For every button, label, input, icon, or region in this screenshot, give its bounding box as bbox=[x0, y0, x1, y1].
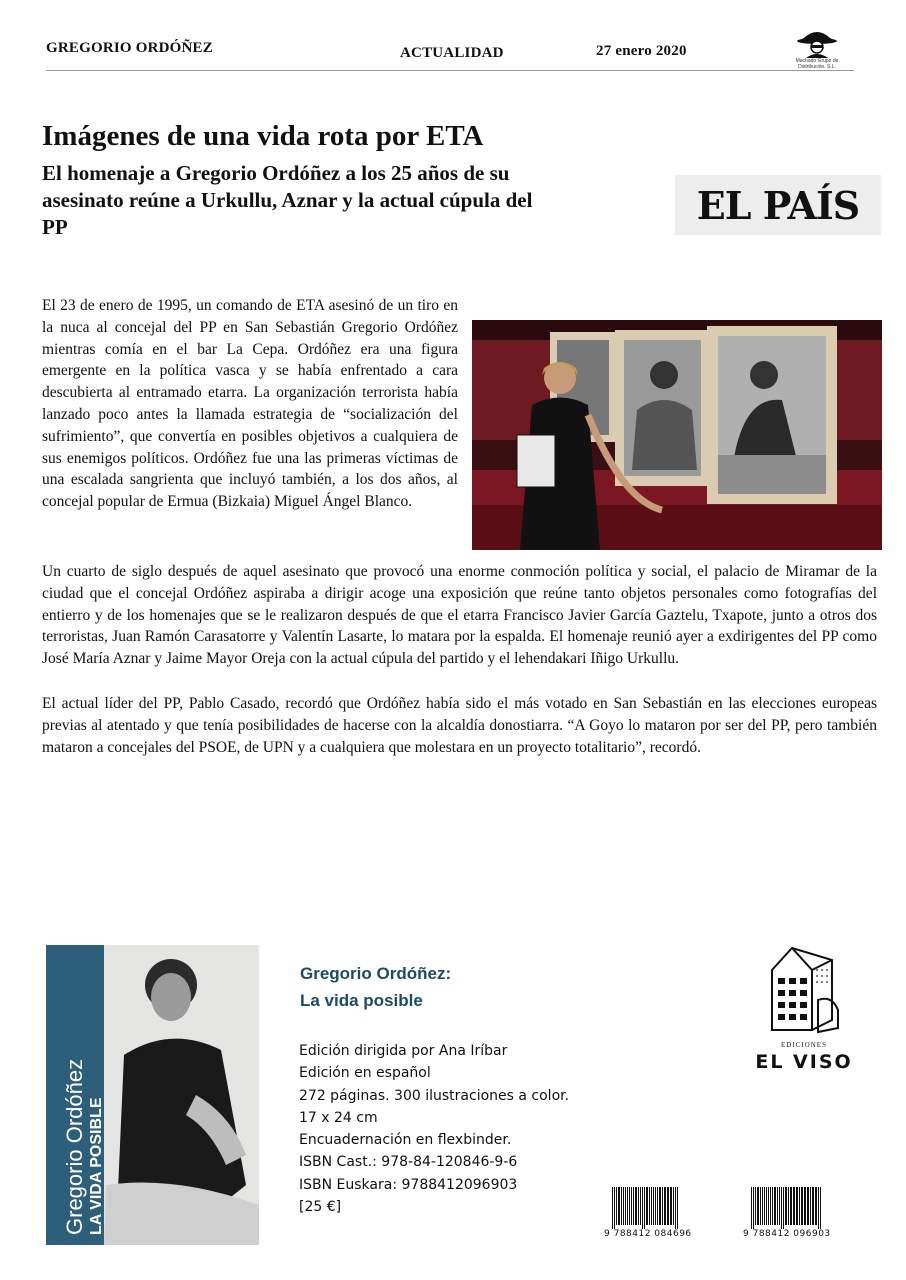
header-section: ACTUALIDAD bbox=[400, 45, 504, 61]
publisher-label-small: EDICIONES bbox=[781, 1041, 827, 1049]
barcode-bars-1 bbox=[604, 1187, 709, 1229]
barcode-castellano bbox=[604, 1187, 709, 1242]
article-paragraph-2: Un cuarto de siglo después de aquel asesinato que provocó una enorme conmoción política y social, el palacio de Miramar de la ciudad que el concejal Ordóñez aspiraba a dirigir acoge una exposición que reúne tanto objetos personales como fotografías del entierro y de los homenajes que se le realizaron después de que el etarra Francisco Javier García Gaztelu, Txapote, junto a otros dos terroristas, Juan Ramón Carasatorre y Valentín Lasarte, lo matara por la espalda. El homenaje reunió ayer a exdirigentes del PP como José María Aznar y Jaime Mayor Oreja con la actual cúpula del partido y el lehendakari Iñigo Urkullu. bbox=[42, 563, 877, 668]
book-specs bbox=[299, 1040, 569, 1218]
el-viso-logo bbox=[752, 940, 856, 1075]
publisher-label-big: EL VISO bbox=[755, 1051, 853, 1073]
article-paragraph-3: El actual líder del PP, Pablo Casado, recordó que Ordóñez había sido el más votado en San Sebastián en las elecciones europeas previas al atentado y que tenía posibilidades de hacerse con la alcaldía donostiarra. “A Goyo lo mataron por ser del PP, pero también mataron a concejales del PSOE, de UPN y a cualquiera que molestara en un proyecto totalitario”, recordó. bbox=[42, 695, 877, 756]
spec-size: 17 x 24 cm bbox=[299, 1109, 378, 1126]
distributor-logo bbox=[782, 24, 852, 68]
article-headline: Imágenes de una vida rota por ETA bbox=[42, 120, 484, 152]
barcode-number-2: 9 788412 096903 bbox=[743, 1229, 831, 1239]
barcode-euskara bbox=[743, 1187, 848, 1242]
barcode-number-1: 9 788412 084696 bbox=[604, 1229, 692, 1239]
spec-binding: Encuadernación en flexbinder. bbox=[299, 1132, 512, 1149]
source-name: EL PAÍS bbox=[696, 182, 860, 228]
header-divider bbox=[46, 70, 854, 71]
barcode-bars-2 bbox=[743, 1187, 848, 1229]
exhibition-photo bbox=[472, 320, 882, 550]
book-title bbox=[300, 960, 451, 1014]
spec-isbn-euskara: ISBN Euskara: 9788412096903 bbox=[299, 1176, 518, 1193]
book-title-line-1: Gregorio Ordóñez: bbox=[300, 964, 452, 983]
building-icon bbox=[752, 940, 856, 1040]
el-pais-logo bbox=[675, 175, 881, 235]
spec-pages: 272 páginas. 300 ilustraciones a color. bbox=[299, 1087, 570, 1104]
spec-language: Edición en español bbox=[299, 1065, 431, 1082]
article-paragraph-1: El 23 de enero de 1995, un comando de ETA asesinó de un tiro en la nuca al concejal del PP en San Sebastián Gregorio Ordóñez mientras comía en el bar La Cepa. Ordóñez era una figura emergente en la política vasca y se había enfrentado a cara descubierta al entramado etarra. La organización terrorista había lanzado poco antes la llamada estrategia de “socialización del sufrimiento”, que convertía en posibles objetivos a cualquiera de sus enemigos políticos. Ordóñez fue una las primeras víctimas de una escalada sangrienta que incluyó también, a los dos años, al concejal popular de Ermua (Bizkaia) Miguel Ángel Blanco. bbox=[42, 297, 458, 511]
spec-price: [25 €] bbox=[299, 1199, 342, 1216]
spec-isbn-cast: ISBN Cast.: 978-84-120846-9-6 bbox=[299, 1154, 518, 1171]
cover-title-text: Gregorio Ordóñez bbox=[62, 1058, 87, 1235]
distributor-caption: Machado Grupo de Distribución, S.L. bbox=[795, 58, 839, 70]
book-cover bbox=[46, 945, 259, 1245]
book-title-line-2: La vida posible bbox=[300, 991, 423, 1010]
hat-man-icon bbox=[782, 24, 852, 58]
header-date: 27 enero 2020 bbox=[596, 43, 687, 59]
cover-subtitle-text: LA VIDA POSIBLE bbox=[88, 1097, 105, 1235]
spec-editor: Edición dirigida por Ana Iríbar bbox=[299, 1043, 508, 1059]
article-subhead: El homenaje a Gregorio Ordóñez a los 25 años de su asesinato reúne a Urkullu, Aznar y la actual cúpula del PP bbox=[42, 161, 533, 239]
header-author: GREGORIO ORDÓÑEZ bbox=[46, 40, 213, 56]
